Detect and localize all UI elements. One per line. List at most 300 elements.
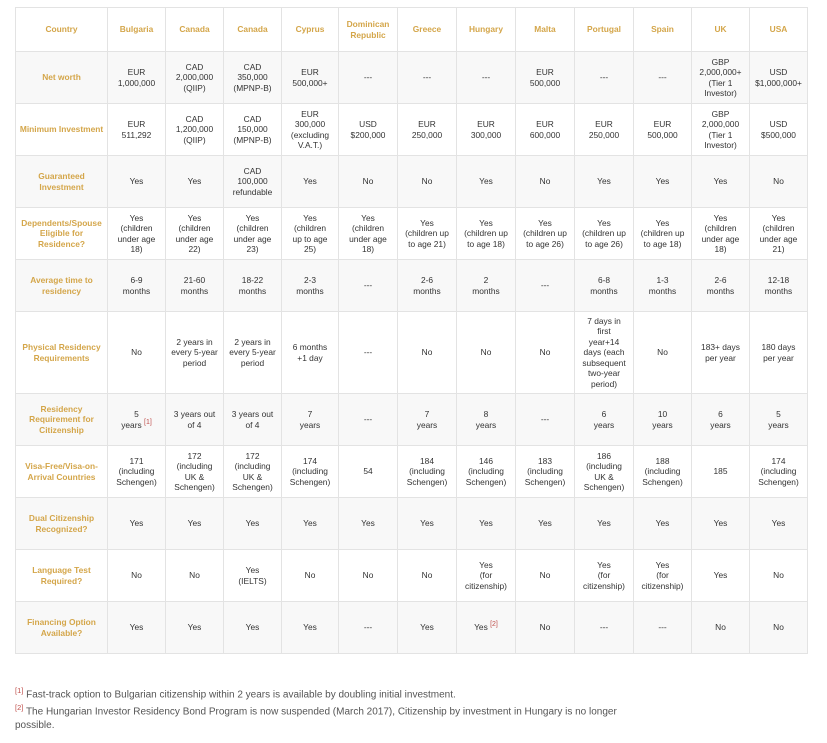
- table-cell: [457, 498, 516, 550]
- footnote-reference[interactable]: [2]: [490, 621, 498, 629]
- cell-value: Yes (for citizenship): [465, 559, 507, 591]
- table-cell: [339, 498, 398, 550]
- cell-value: ---: [599, 622, 609, 633]
- row-label: Financing Option Available?: [16, 602, 108, 654]
- row-label: Dual Citizenship Recognized?: [16, 498, 108, 550]
- footnote-2: [15, 701, 655, 731]
- table-cell: [457, 208, 516, 260]
- table-cell: [575, 602, 634, 654]
- cell-value: EUR 500,000+: [292, 67, 328, 88]
- cell-value: 10 years: [652, 409, 673, 430]
- cell-value: EUR 250,000: [411, 119, 443, 140]
- cell-value: Yes: [361, 518, 375, 529]
- table-row: [16, 208, 808, 260]
- table-cell: [750, 104, 808, 156]
- cell-value: ---: [540, 280, 550, 291]
- table-cell: [575, 446, 634, 498]
- cell-value: Yes (for citizenship): [641, 559, 684, 591]
- row-label: Visa-Free/Visa-on-Arrival Countries: [16, 446, 108, 498]
- table-cell: [750, 52, 808, 104]
- header-row: [16, 8, 808, 52]
- cell-value: Yes (children under age 18): [349, 212, 387, 254]
- footnotes: [15, 684, 655, 732]
- column-header-uk: UK: [692, 8, 750, 52]
- cell-value: 2 years in every 5-year period: [171, 336, 218, 368]
- table-cell: [224, 260, 282, 312]
- cell-value: No: [657, 347, 668, 358]
- cell-value: No: [421, 347, 433, 358]
- cell-value: Yes: [479, 176, 493, 187]
- cell-value: 3 years out of 4: [173, 409, 216, 430]
- table-cell: [516, 446, 575, 498]
- cell-value: No: [421, 570, 433, 581]
- table-cell: [224, 156, 282, 208]
- row-label: Residency Requirement for Citizenship: [16, 394, 108, 446]
- row-label: Dependents/Spouse Eligible for Residence?: [16, 208, 108, 260]
- cell-value: 2 months: [472, 275, 500, 296]
- table-cell: [282, 52, 339, 104]
- cell-value: CAD 1,200,000 (QIIP): [175, 113, 214, 145]
- table-cell: [166, 104, 224, 156]
- cell-value: 6 years: [710, 409, 731, 430]
- table-cell: [166, 498, 224, 550]
- cell-value: 1-3 months: [648, 275, 677, 296]
- cell-value: 2-6 months: [706, 275, 735, 296]
- table-cell: [457, 260, 516, 312]
- cell-value: CAD 150,000 (MPNP-B): [233, 113, 272, 145]
- table-cell: [282, 394, 339, 446]
- cell-value: ---: [363, 622, 373, 633]
- table-cell: [575, 156, 634, 208]
- table-cell: [634, 446, 692, 498]
- table-cell: [398, 104, 457, 156]
- cell-value: Yes (children up to age 18): [464, 217, 508, 249]
- footnote-1: [15, 684, 655, 701]
- table-cell: [457, 312, 516, 394]
- cell-value: ---: [363, 347, 373, 358]
- column-header-bulgaria: Bulgaria: [108, 8, 166, 52]
- cell-value: ---: [540, 414, 550, 425]
- cell-value: Yes (children up to age 26): [582, 217, 626, 249]
- cell-value: No: [480, 347, 492, 358]
- table-cell: [282, 260, 339, 312]
- cell-value: 6 months +1 day: [292, 342, 328, 363]
- cell-value: Yes (children up to age 18): [640, 217, 685, 249]
- table-row: [16, 446, 808, 498]
- table-cell: [398, 394, 457, 446]
- column-header-canada: Canada: [166, 8, 224, 52]
- table-cell: [108, 208, 166, 260]
- table-cell: [692, 550, 750, 602]
- cell-value: ---: [658, 72, 667, 83]
- table-cell: [692, 156, 750, 208]
- cell-value: No: [362, 176, 374, 187]
- cell-value: 185: [713, 466, 728, 477]
- cell-value: Yes: [187, 518, 202, 529]
- cell-value: 171 (including Schengen): [116, 455, 157, 487]
- table-row: [16, 394, 808, 446]
- table-cell: [575, 498, 634, 550]
- table-cell: [339, 602, 398, 654]
- cell-value: 183 (including Schengen): [524, 455, 566, 487]
- cell-value: 186 (including UK & Schengen): [583, 450, 625, 492]
- cell-value: 172 (including UK & Schengen): [174, 450, 215, 492]
- cell-value: Yes (children up to age 26): [523, 217, 567, 249]
- table-cell: [166, 156, 224, 208]
- table-cell: [224, 446, 282, 498]
- cell-value: No: [715, 622, 726, 633]
- table-cell: [166, 394, 224, 446]
- column-header-malta: Malta: [516, 8, 575, 52]
- table-cell: [457, 550, 516, 602]
- cell-value: No: [189, 570, 200, 581]
- cell-value: Yes: [713, 176, 728, 187]
- table-cell: [750, 260, 808, 312]
- table-cell: [108, 446, 166, 498]
- table-cell: [516, 260, 575, 312]
- table-cell: [398, 156, 457, 208]
- table-cell: [282, 602, 339, 654]
- row-label: Guaranteed Investment: [16, 156, 108, 208]
- table-cell: [224, 394, 282, 446]
- cell-value: EUR 500,000: [529, 67, 561, 88]
- cell-value: ---: [363, 280, 373, 291]
- cell-value: 2 years in every 5-year period: [229, 336, 276, 368]
- cell-value: 54: [363, 466, 373, 477]
- cell-value: 184 (including Schengen): [406, 455, 448, 487]
- table-cell: [575, 208, 634, 260]
- table-cell: [398, 260, 457, 312]
- table-cell: [224, 52, 282, 104]
- table-cell: [575, 550, 634, 602]
- table-cell: [282, 208, 339, 260]
- cell-value: 2-3 months: [296, 275, 324, 296]
- row-label: Average time to residency: [16, 260, 108, 312]
- table-cell: [166, 52, 224, 104]
- cell-value: Yes: [187, 622, 202, 633]
- cell-value: No: [131, 570, 142, 581]
- cell-value: 6-9 months: [122, 275, 151, 296]
- table-cell: [166, 550, 224, 602]
- cell-value: EUR 600,000: [529, 119, 561, 140]
- table-cell: [166, 446, 224, 498]
- cell-value: EUR 250,000: [588, 119, 620, 140]
- cell-value: 8 years: [475, 409, 497, 430]
- cell-value: GBP 2,000,000 (Tier 1 Investor): [701, 108, 740, 150]
- table-body: [16, 52, 808, 654]
- table-cell: [282, 550, 339, 602]
- table-cell: [516, 104, 575, 156]
- cell-value: Yes: [187, 176, 202, 187]
- table-cell: [634, 550, 692, 602]
- table-cell: [339, 52, 398, 104]
- table-cell: [516, 52, 575, 104]
- cell-value: ---: [422, 72, 432, 83]
- table-cell: [692, 208, 750, 260]
- cell-value: 21-60 months: [180, 275, 209, 296]
- cell-value: Yes: [245, 622, 260, 633]
- cell-value: Yes: [129, 622, 144, 633]
- column-header-hungary: Hungary: [457, 8, 516, 52]
- cell-value: GBP 2,000,000+ (Tier 1 Investor): [699, 56, 742, 98]
- table-cell: [750, 550, 808, 602]
- table-cell: [634, 498, 692, 550]
- table-cell: [634, 52, 692, 104]
- cell-value: USD $200,000: [350, 119, 386, 140]
- table-cell: [634, 260, 692, 312]
- cell-value: EUR 1,000,000: [117, 67, 156, 88]
- table-cell: [398, 208, 457, 260]
- table-cell: [750, 208, 808, 260]
- footnote-reference[interactable]: [1]: [144, 418, 152, 426]
- cell-value: EUR 300,000 (excluding V.A.T.): [290, 108, 330, 150]
- column-header-portugal: Portugal: [575, 8, 634, 52]
- table-cell: [750, 156, 808, 208]
- table-cell: [750, 312, 808, 394]
- cell-value: EUR 300,000: [470, 119, 502, 140]
- row-label: Physical Residency Requirements: [16, 312, 108, 394]
- cell-value: Yes: [538, 518, 552, 529]
- table-cell: [575, 312, 634, 394]
- table-cell: [339, 208, 398, 260]
- cell-value: CAD 100,000 refundable: [232, 165, 273, 197]
- table-cell: [634, 394, 692, 446]
- table-cell: [750, 602, 808, 654]
- cell-value: Yes (IELTS): [238, 565, 267, 586]
- cell-value: 183+ days per year: [701, 342, 740, 363]
- cell-value: 7 days in first year+14 days (each subsequent two-year period): [582, 316, 626, 389]
- column-header-greece: Greece: [398, 8, 457, 52]
- table-cell: [457, 156, 516, 208]
- cell-value: No: [539, 570, 551, 581]
- table-cell: [516, 156, 575, 208]
- table-row: [16, 602, 808, 654]
- table-cell: [634, 104, 692, 156]
- table-cell: [339, 550, 398, 602]
- table-cell: [166, 602, 224, 654]
- table-cell: [339, 260, 398, 312]
- table-cell: [634, 208, 692, 260]
- table-cell: [692, 312, 750, 394]
- table-cell: [398, 312, 457, 394]
- cell-value: Yes: [129, 518, 144, 529]
- table-cell: [692, 260, 750, 312]
- cell-value: Yes: [597, 518, 611, 529]
- comparison-table: [15, 7, 808, 654]
- cell-value: 2-6 months: [413, 275, 441, 296]
- table-cell: [575, 260, 634, 312]
- cell-value: 146 (including Schengen): [465, 455, 507, 487]
- cell-value: Yes (children up to age 25): [292, 212, 328, 254]
- cell-value: Yes: [479, 518, 493, 529]
- table-cell: [457, 394, 516, 446]
- cell-value: 180 days per year: [761, 342, 796, 363]
- table-cell: [398, 52, 457, 104]
- cell-value: Yes: [713, 518, 728, 529]
- table-cell: [166, 312, 224, 394]
- table-cell: [108, 498, 166, 550]
- table-cell: [224, 550, 282, 602]
- footnote-2-text: The Hungarian Investor Residency Bond Program is now suspended (March 2017), Citizenship by investment in Hungary is no longer possible.: [15, 706, 617, 731]
- table-cell: [224, 602, 282, 654]
- cell-value: ---: [599, 72, 609, 83]
- table-cell: [692, 394, 750, 446]
- column-header-country: Country: [16, 8, 108, 52]
- table-cell: [224, 312, 282, 394]
- table-cell: [108, 104, 166, 156]
- row-label: Net worth: [16, 52, 108, 104]
- table-cell: [575, 104, 634, 156]
- cell-value: Yes: [303, 518, 317, 529]
- table-cell: [166, 260, 224, 312]
- cell-value: EUR 511,292: [121, 119, 152, 140]
- table-row: [16, 52, 808, 104]
- cell-value: No: [304, 570, 316, 581]
- cell-value: Yes: [245, 518, 260, 529]
- column-header-canada: Canada: [224, 8, 282, 52]
- table-cell: [516, 550, 575, 602]
- table-cell: [282, 156, 339, 208]
- column-header-dominican-republic: Dominican Republic: [339, 8, 398, 52]
- table-cell: [516, 602, 575, 654]
- table-row: [16, 498, 808, 550]
- table-cell: [108, 260, 166, 312]
- cell-value: Yes: [420, 518, 434, 529]
- cell-value: Yes: [655, 176, 670, 187]
- cell-value: 172 (including UK & Schengen): [232, 450, 273, 492]
- table-cell: [282, 312, 339, 394]
- cell-value: USD $500,000: [761, 119, 796, 140]
- table-cell: [750, 446, 808, 498]
- table-cell: [224, 104, 282, 156]
- table-row: [16, 260, 808, 312]
- table-cell: [339, 394, 398, 446]
- cell-value: CAD 2,000,000 (QIIP): [175, 61, 214, 93]
- table-cell: [692, 602, 750, 654]
- table-cell: [457, 52, 516, 104]
- table-cell: [457, 602, 516, 654]
- table-cell: [398, 602, 457, 654]
- table-row: [16, 156, 808, 208]
- table-cell: [398, 446, 457, 498]
- table-cell: [516, 394, 575, 446]
- cell-value: No: [131, 347, 142, 358]
- footnote-2-marker: [2]: [15, 703, 24, 713]
- table-cell: [634, 602, 692, 654]
- cell-value: CAD 350,000 (MPNP-B): [233, 61, 272, 93]
- cell-value: Yes: [655, 518, 670, 529]
- cell-value: 7 years: [416, 409, 438, 430]
- table-cell: [108, 312, 166, 394]
- table-cell: [282, 104, 339, 156]
- cell-value: Yes (for citizenship): [583, 559, 625, 591]
- cell-value: 18-22 months: [238, 275, 267, 296]
- cell-value: ---: [658, 622, 667, 633]
- table-cell: [108, 550, 166, 602]
- cell-value: ---: [363, 72, 373, 83]
- cell-value: 6-8 months: [590, 275, 618, 296]
- table-cell: [339, 312, 398, 394]
- cell-value: Yes (children under age 23): [233, 212, 272, 254]
- cell-value: 174 (including Schengen): [758, 455, 799, 487]
- table-cell: [692, 498, 750, 550]
- table-cell: [398, 498, 457, 550]
- cell-value: Yes (children under age 18): [701, 212, 740, 254]
- table-cell: [108, 52, 166, 104]
- table-cell: [516, 498, 575, 550]
- cell-value: No: [362, 570, 374, 581]
- table-cell: [575, 52, 634, 104]
- cell-value: Yes (children under age 18): [117, 212, 156, 254]
- footnote-1-text: Fast-track option to Bulgarian citizenship within 2 years is available by doubling initial investment.: [26, 689, 456, 701]
- cell-value: Yes: [303, 176, 317, 187]
- table-cell: [224, 498, 282, 550]
- column-header-spain: Spain: [634, 8, 692, 52]
- cell-value: No: [539, 176, 551, 187]
- cell-value: 12-18 months: [764, 275, 793, 296]
- table-cell: [108, 156, 166, 208]
- cell-value: No: [539, 622, 551, 633]
- row-label: Minimum Investment: [16, 104, 108, 156]
- cell-value: No: [539, 347, 551, 358]
- cell-value: No: [773, 570, 784, 581]
- column-header-cyprus: Cyprus: [282, 8, 339, 52]
- table-cell: [516, 312, 575, 394]
- table-cell: [224, 208, 282, 260]
- table-cell: [108, 602, 166, 654]
- table-cell: [692, 52, 750, 104]
- cell-value: 174 (including Schengen): [289, 455, 331, 487]
- cell-value: 3 years out of 4: [231, 409, 274, 430]
- cell-value: ---: [363, 414, 373, 425]
- table-cell: [516, 208, 575, 260]
- table-row: [16, 550, 808, 602]
- cell-value: USD $1,000,000+: [755, 67, 802, 88]
- table-cell: [634, 312, 692, 394]
- cell-value: No: [773, 622, 784, 633]
- cell-value: Yes: [713, 570, 728, 581]
- table-cell: [457, 104, 516, 156]
- table-cell: [166, 208, 224, 260]
- table-cell: [575, 394, 634, 446]
- cell-value: Yes (children under age 21): [759, 212, 798, 254]
- cell-value: 7 years: [299, 409, 321, 430]
- cell-value: Yes (children up to age 21): [405, 217, 449, 249]
- table-cell: [750, 394, 808, 446]
- table-cell: [339, 104, 398, 156]
- table-cell: [634, 156, 692, 208]
- cell-value: Yes: [597, 176, 611, 187]
- table-cell: [692, 446, 750, 498]
- cell-value: No: [773, 176, 784, 187]
- footnote-1-marker: [1]: [15, 686, 24, 695]
- table-cell: [398, 550, 457, 602]
- cell-value: Yes (children under age 22): [175, 212, 214, 254]
- cell-value: Yes: [129, 176, 144, 187]
- table-cell: [339, 156, 398, 208]
- cell-value: 5 years: [768, 409, 789, 430]
- cell-value: Yes: [771, 518, 786, 529]
- table-cell: [457, 446, 516, 498]
- cell-value: EUR 500,000: [647, 119, 678, 140]
- cell-value: 6 years: [593, 409, 615, 430]
- table-cell: [339, 446, 398, 498]
- cell-value: Yes: [474, 622, 488, 633]
- cell-value: No: [421, 176, 433, 187]
- table-cell: [282, 498, 339, 550]
- table-row: [16, 104, 808, 156]
- table-cell: [282, 446, 339, 498]
